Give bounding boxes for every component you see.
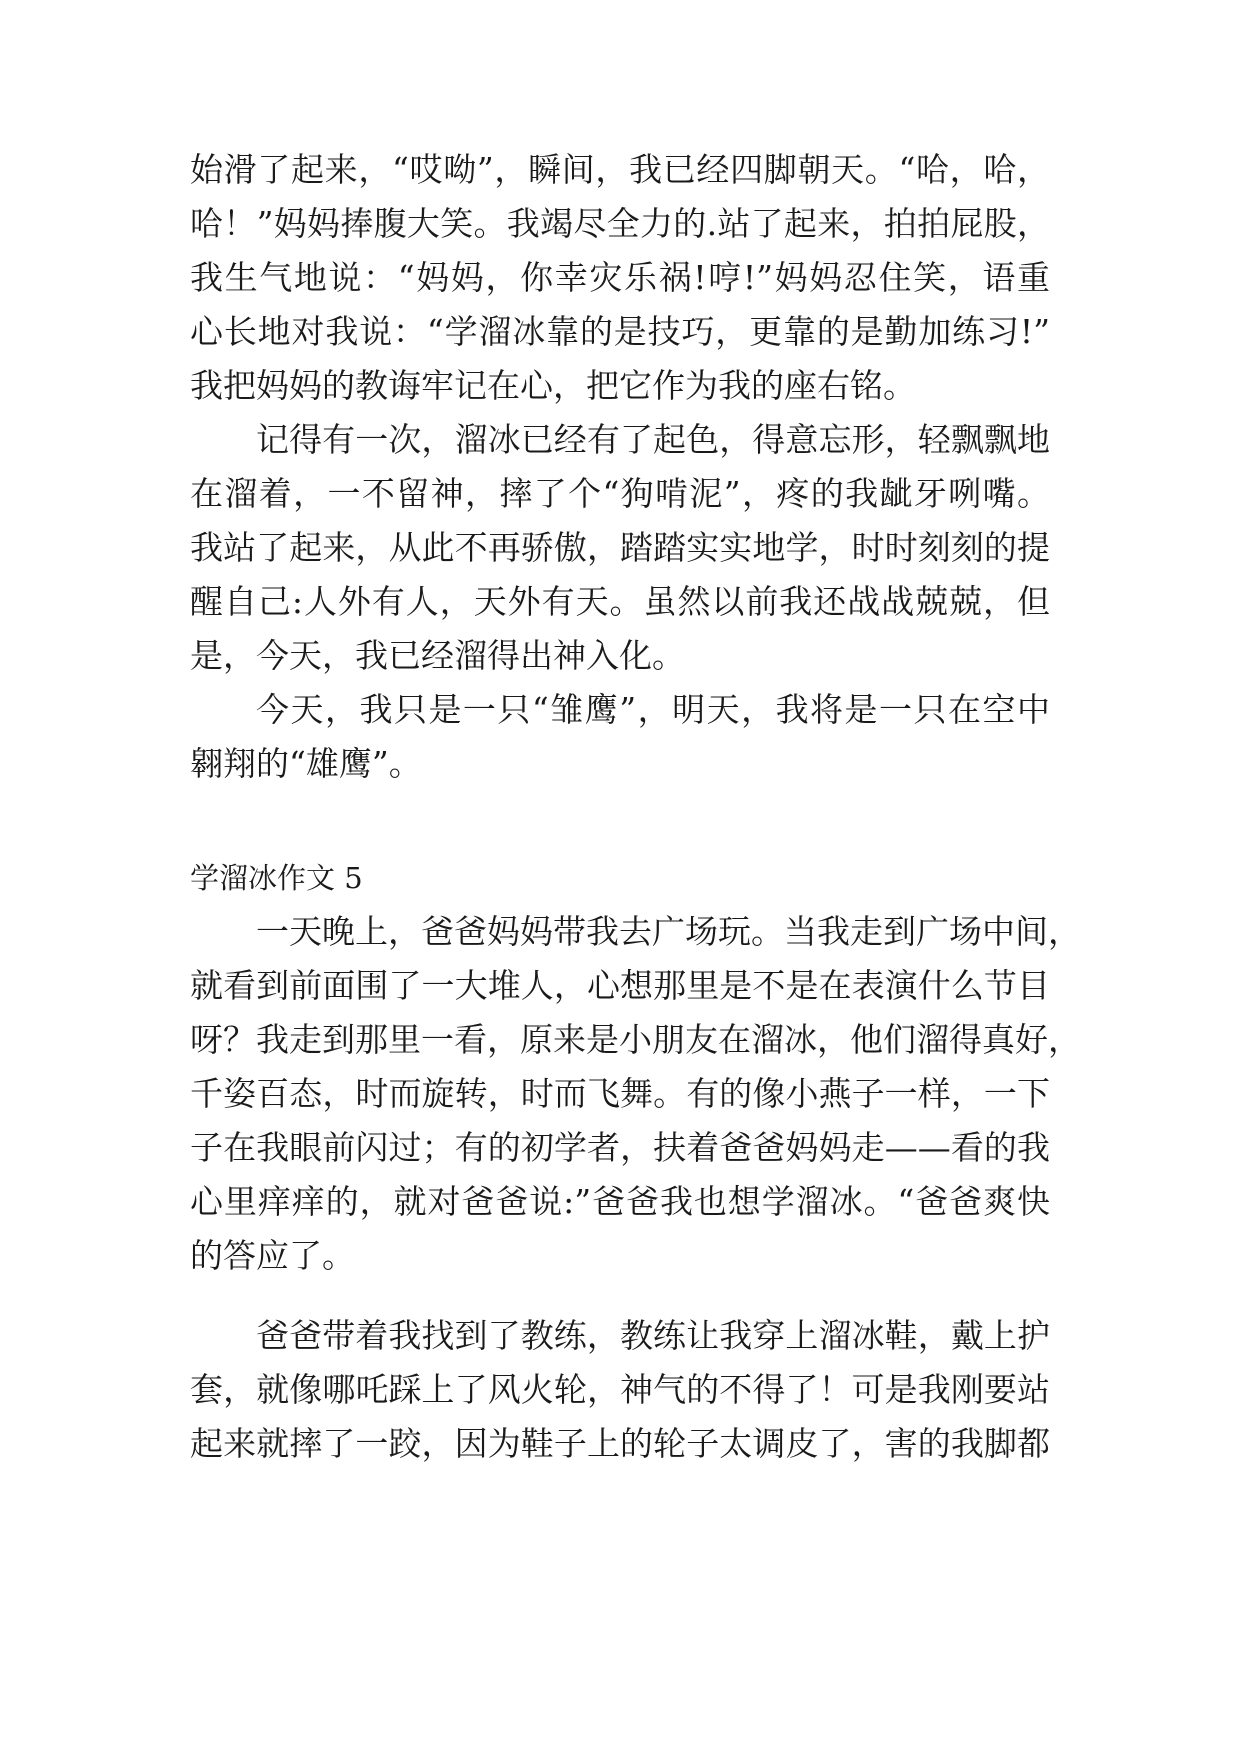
text-line: 子在我眼前闪过；有的初学者，扶着爸爸妈妈走——看的我 (190, 1128, 1050, 1167)
text-line: 套，就像哪吒踩上了风火轮，神气的不得了！可是我刚要站 (190, 1370, 1050, 1409)
text-line: 的答应了。 (190, 1236, 355, 1275)
text-line: 千姿百态，时而旋转，时而飞舞。有的像小燕子一样，一下 (190, 1074, 1050, 1113)
text-line: 就看到前面围了一大堆人，心想那里是不是在表演什么节目 (190, 966, 1050, 1005)
text-line: 心长地对我说：“学溜冰靠的是技巧，更靠的是勤加练习!” (190, 312, 1050, 351)
text-line: 起来就摔了一跤，因为鞋子上的轮子太调皮了，害的我脚都 (190, 1424, 1050, 1463)
section-heading: 学溜冰作文 5 (190, 861, 363, 895)
text-line: 哈！”妈妈捧腹大笑。我竭尽全力的.站了起来，拍拍屁股， (190, 204, 1050, 243)
text-line: 在溜着，一不留神，摔了个“狗啃泥”，疼的我龇牙咧嘴。 (190, 474, 1050, 513)
text-line: 翱翔的“雄鹰”。 (190, 744, 422, 783)
text-line: 我把妈妈的教诲牢记在心，把它作为我的座右铭。 (190, 366, 916, 405)
text-line: 今天，我只是一只“雏鹰”，明天，我将是一只在空中 (256, 690, 1050, 729)
text-line: 一天晚上，爸爸妈妈带我去广场玩。当我走到广场中间， (256, 912, 1081, 951)
text-line: 我站了起来，从此不再骄傲，踏踏实实地学，时时刻刻的提 (190, 528, 1050, 567)
text-line: 呀？我走到那里一看，原来是小朋友在溜冰，他们溜得真好， (190, 1020, 1081, 1059)
text-line: 始滑了起来，“哎呦”，瞬间，我已经四脚朝天。“哈，哈， (190, 150, 1050, 189)
text-line: 爸爸带着我找到了教练，教练让我穿上溜冰鞋，戴上护 (256, 1316, 1050, 1355)
text-line: 是，今天，我已经溜得出神入化。 (190, 636, 685, 675)
text-line: 记得有一次，溜冰已经有了起色，得意忘形，轻飘飘地 (256, 420, 1050, 459)
text-line: 我生气地说：“妈妈，你幸灾乐祸!哼!”妈妈忍住笑，语重 (190, 258, 1050, 297)
text-line: 醒自己:人外有人，天外有天。虽然以前我还战战兢兢，但 (190, 582, 1050, 621)
text-line: 心里痒痒的，就对爸爸说:”爸爸我也想学溜冰。“爸爸爽快 (190, 1182, 1050, 1221)
